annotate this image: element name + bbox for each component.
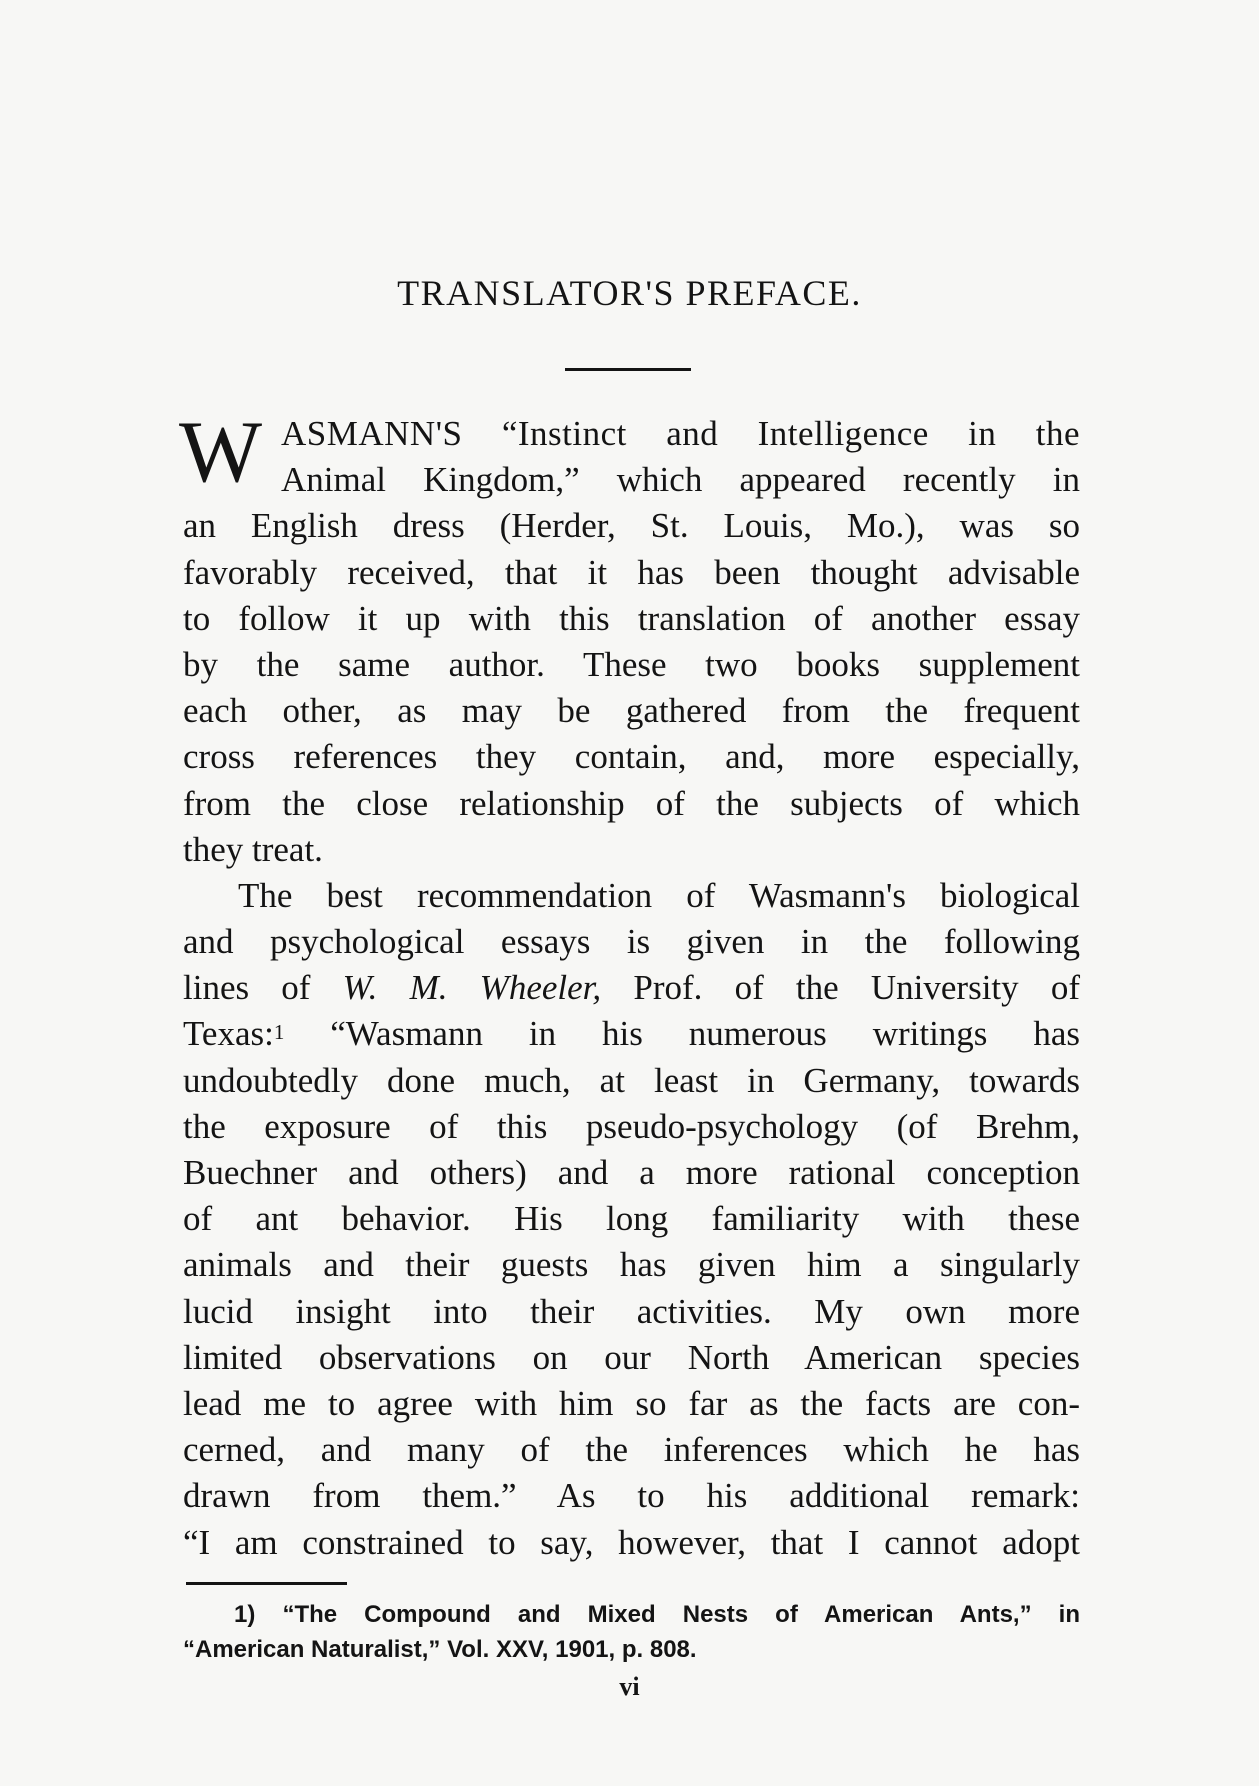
text-line: ASMANN'S “Instinct and Intelligence in the xyxy=(281,414,1080,453)
footnote-marker: 1) xyxy=(234,1601,256,1628)
drop-cap: W xyxy=(179,404,263,501)
text-segment: lines of xyxy=(183,968,343,1008)
text-line: they treat. xyxy=(183,829,323,869)
text-line: the exposure of this pseudo-psychology (of Brehm, xyxy=(183,1106,1080,1146)
text-line: limited observations on our North American species xyxy=(183,1337,1080,1377)
text-line: lucid insight into their activities. My own more xyxy=(183,1291,1080,1331)
text-line: “I am constrained to say, however, that I cannot adopt xyxy=(183,1522,1080,1562)
footnote-reference: 1 xyxy=(273,1020,285,1045)
body-text xyxy=(179,404,1081,1566)
footnote-rule xyxy=(186,1582,347,1585)
text-line: by the same author. These two books supplement xyxy=(183,644,1080,684)
text-line: of ant behavior. His long familiarity with these xyxy=(183,1199,1080,1239)
page-title: TRANSLATOR'S PREFACE. xyxy=(397,273,862,313)
text-line: drawn from them.” As to his additional remark: xyxy=(183,1476,1080,1516)
text-line: favorably received, that it has been thought advisable xyxy=(183,552,1080,592)
title-rule xyxy=(565,368,691,371)
text-line: cross references they contain, and, more especially, xyxy=(183,737,1080,777)
text-segment: “Wasmann in his numerous writings has xyxy=(284,1014,1080,1054)
text-line: each other, as may be gathered from the frequent xyxy=(183,691,1080,731)
page-number: vi xyxy=(619,1672,640,1701)
footnote xyxy=(183,1597,1080,1667)
text-line: animals and their guests has given him a singularly xyxy=(183,1245,1080,1285)
text-line: cerned, and many of the inferences which he has xyxy=(183,1430,1080,1470)
text-line: undoubtedly done much, at least in Germany, towards xyxy=(183,1060,1080,1100)
text-line: an English dress (Herder, St. Louis, Mo.), was so xyxy=(183,506,1080,546)
footnote-line: “American Naturalist,” Vol. XXV, 1901, p. 808. xyxy=(183,1636,697,1663)
author-name: W. M. Wheeler, xyxy=(342,968,602,1008)
text-line: from the close relationship of the subjects of which xyxy=(183,783,1080,823)
text-segment: Prof. of the University of xyxy=(601,968,1081,1008)
footnote-line xyxy=(183,1597,1080,1632)
text-line: lead me to agree with him so far as the facts are con- xyxy=(183,1383,1080,1423)
text-line: Buechner and others) and a more rational conception xyxy=(183,1153,1080,1192)
text-line: Animal Kingdom,” which appeared recently in xyxy=(281,460,1080,500)
text-line xyxy=(183,1011,1080,1057)
text-line xyxy=(183,965,1080,1011)
footnote-text: “The Compound and Mixed Nests of American Ants,” in xyxy=(282,1601,1081,1628)
text-line: and psychological essays is given in the following xyxy=(183,922,1080,962)
text-segment: Texas: xyxy=(183,1014,274,1054)
text-line: to follow it up with this translation of another essay xyxy=(183,598,1080,638)
text-line: The best recommendation of Wasmann's biological xyxy=(238,875,1080,915)
